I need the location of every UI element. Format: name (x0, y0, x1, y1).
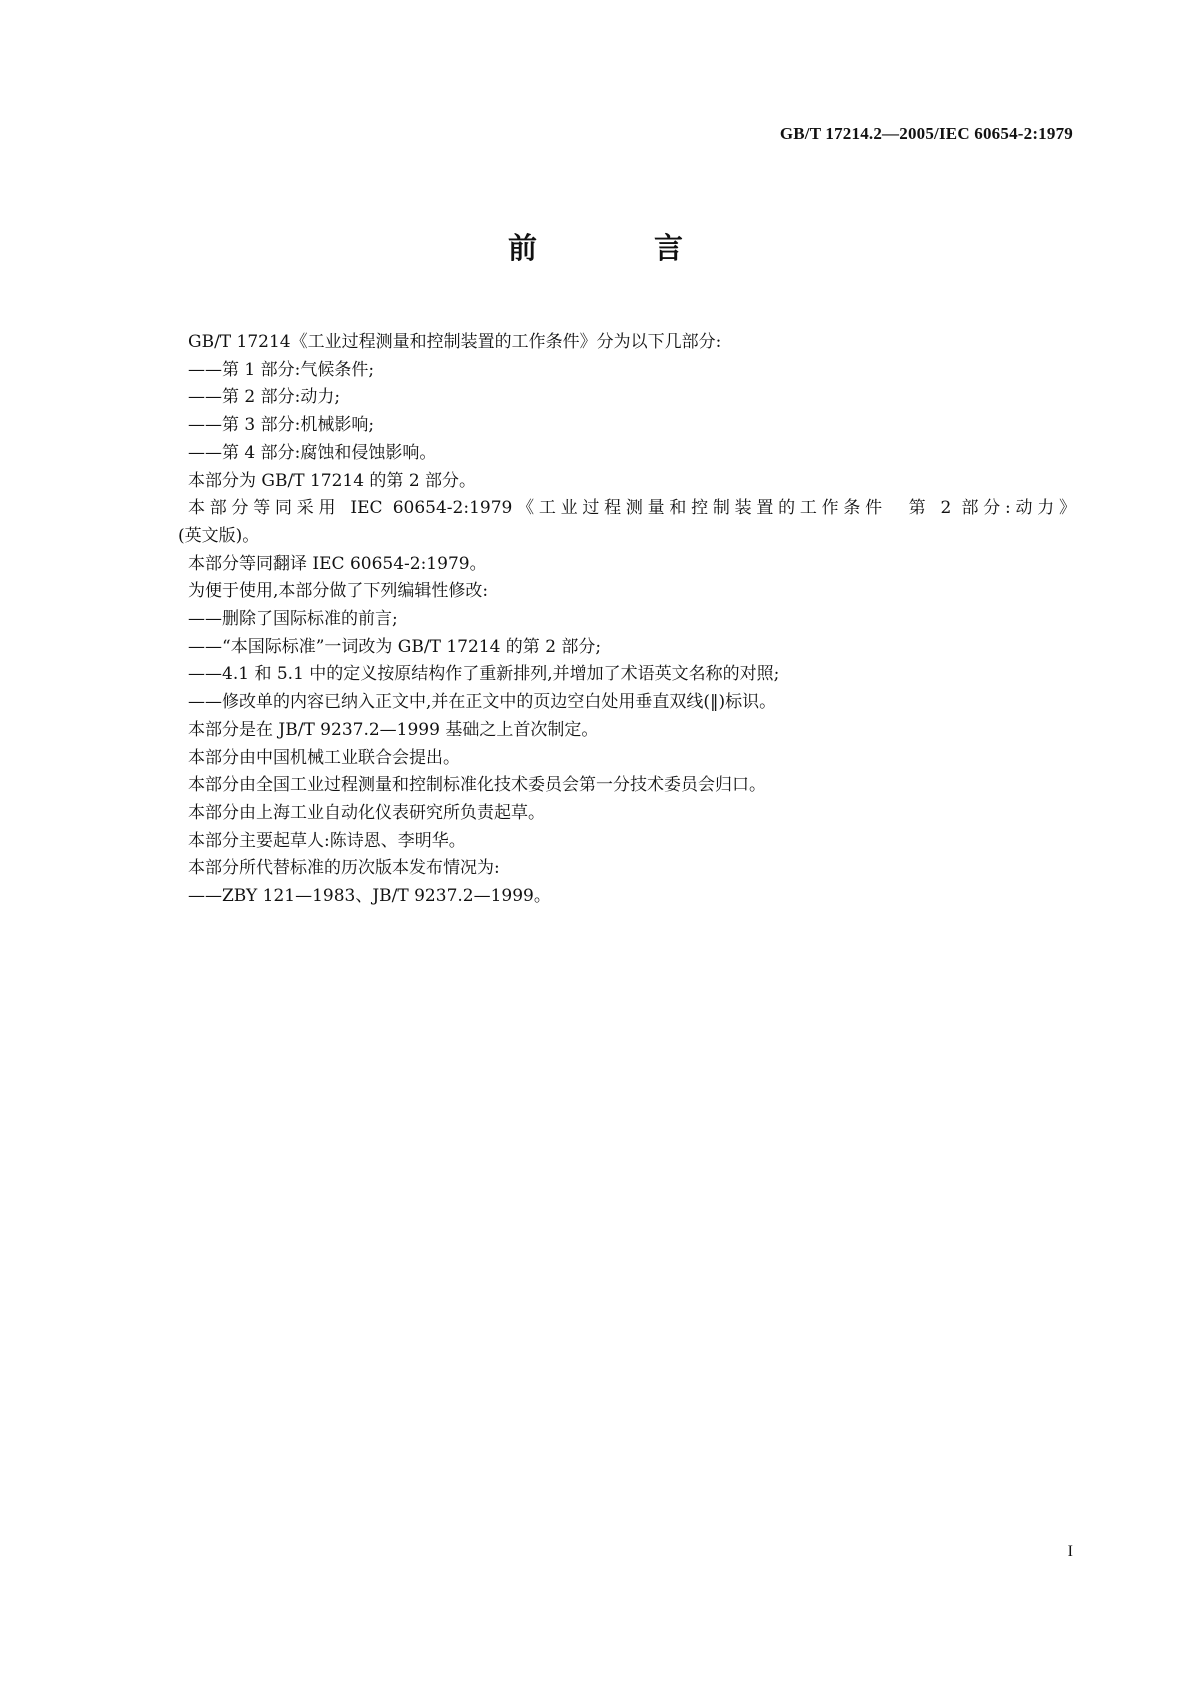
paragraph-line: 本部分主要起草人:陈诗恩、李明华。 (188, 830, 466, 851)
paragraph-line: 本部分由上海工业自动化仪表研究所负责起草。 (188, 802, 545, 823)
standard-code: GB/T 17214.2—2005/IEC 60654-2:1979 (779, 124, 1073, 143)
paragraph-line: ——第 4 部分:腐蚀和侵蚀影响。 (188, 442, 437, 463)
paragraph-line: 本部分为 GB/T 17214 的第 2 部分。 (188, 470, 477, 491)
paragraph-line: ——第 1 部分:气候条件; (188, 359, 375, 380)
paragraph-line: GB/T 17214《工业过程测量和控制装置的工作条件》分为以下几部分: (188, 332, 722, 352)
page-title: 前 言 (507, 231, 727, 265)
paragraph-line: 本部分是在 JB/T 9237.2—1999 基础之上首次制定。 (188, 719, 599, 740)
paragraph-line: ——4.1 和 5.1 中的定义按原结构作了重新排列,并增加了术语英文名称的对照; (188, 664, 780, 685)
paragraph-line: ——第 3 部分:机械影响; (188, 415, 375, 436)
paragraph-line: 为便于使用,本部分做了下列编辑性修改: (188, 581, 489, 602)
paragraph-line: ——第 2 部分:动力; (188, 387, 341, 408)
paragraph-line: ——删除了国际标准的前言; (188, 609, 398, 629)
paragraph-line: 本部分由全国工业过程测量和控制标准化技术委员会第一分技术委员会归口。 (188, 775, 766, 796)
paragraph-line: ——“本国际标准”一词改为 GB/T 17214 的第 2 部分; (188, 636, 602, 657)
paragraph-line: ——ZBY 121—1983、JB/T 9237.2—1999。 (188, 886, 551, 906)
page-number: I (1067, 1543, 1073, 1560)
paragraph-line: 本部分所代替标准的历次版本发布情况为: (188, 858, 500, 879)
paragraph-line: 本部分等同采用 IEC 60654-2:1979《工业过程测量和控制装置的工作条件 第 2 部分:动力》 (188, 498, 1076, 519)
paragraph-line: (英文版)。 (178, 525, 260, 546)
paragraph-line: 本部分由中国机械工业联合会提出。 (188, 747, 460, 768)
paragraph-line: ——修改单的内容已纳入正文中,并在正文中的页边空白处用垂直双线(‖)标识。 (188, 692, 777, 713)
paragraph-line: 本部分等同翻译 IEC 60654-2:1979。 (188, 553, 487, 574)
